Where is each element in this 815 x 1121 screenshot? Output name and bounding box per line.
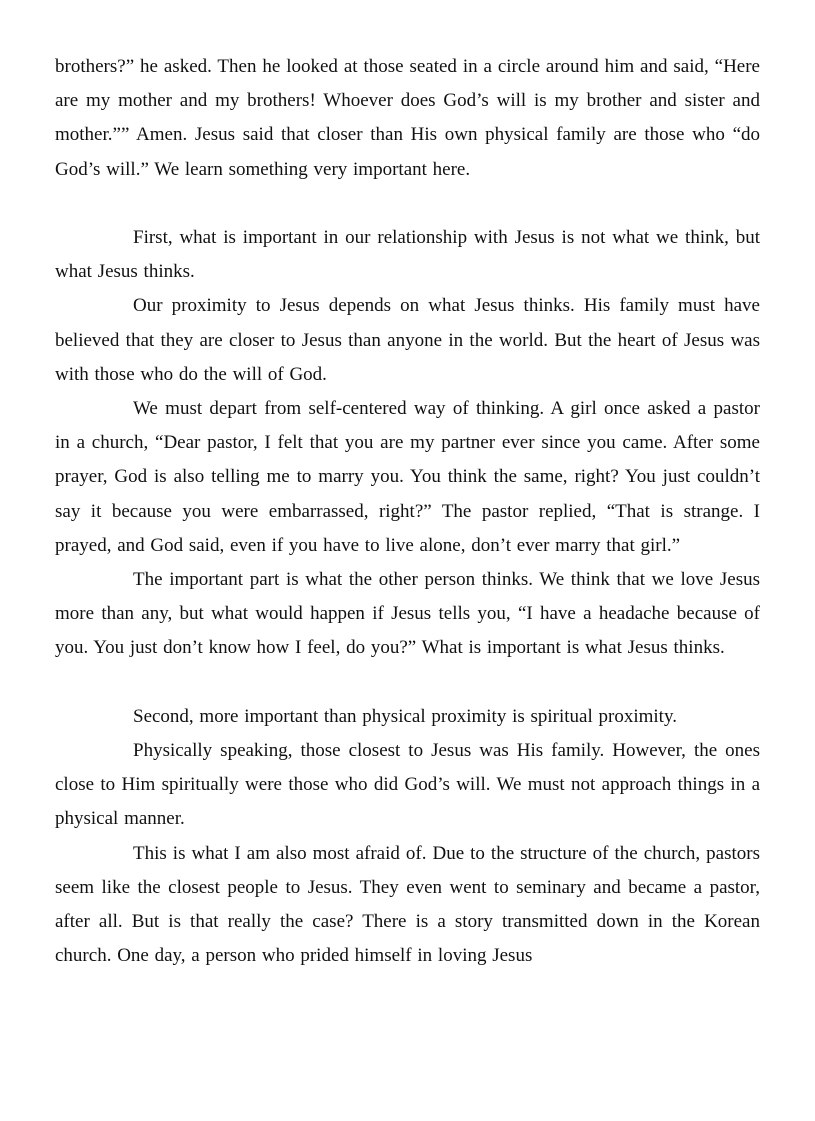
paragraph-brothers: brothers?” he asked. Then he looked at those seated in a circle around him and said, “Here are my mother and my brothers! Whoever does God’s will is my brother and sister and mother.”” Amen. Jesus said that closer than His own physical family are those who “do God’s will.” We learn something very important here. [55, 56, 760, 180]
paragraph-proximity: Our proximity to Jesus depends on what Jesus thinks. His family must have believed that they are closer to Jesus than anyone in the world. But the heart of Jesus was with those who do the will of God. [55, 295, 760, 385]
paragraph-afraid: This is what I am also most afraid of. Due to the structure of the church, pastors seem like the closest people to Jesus. They even went to seminary and became a pastor, after all. But is that really the case? There is a story transmitted down in the Korean church. One day, a person who prided himself in loving Jesus [55, 842, 760, 967]
paragraph-gap [55, 666, 760, 700]
paragraph-girl-story: We must depart from self-centered way of thinking. A girl once asked a pastor in a church, “Dear pastor, I felt that you are my partner ever since you came. After some prayer, God is also telling me to marry you. You think the same, right? You just couldn’t say it because you were embarrassed, right?” The pastor replied, “That is strange. I prayed, and God said, even if you have to live alone, don’t ever marry that girl.” [55, 398, 760, 556]
paragraph-other-person: The important part is what the other person thinks. We think that we love Jesus more than any, but what would happen if Jesus tells you, “I have a headache because of you. You just don’t know how I feel, do you?” What is important is what Jesus thinks. [55, 569, 760, 659]
paragraph-second-point: Second, more important than physical proximity is spiritual proximity. [133, 705, 677, 727]
document-page [55, 50, 760, 973]
paragraph-first-point: First, what is important in our relationship with Jesus is not what we think, but what Jesus thinks. [55, 227, 760, 283]
paragraph-physical: Physically speaking, those closest to Jesus was His family. However, the ones close to Him spiritually were those who did God’s will. We must not approach things in a physical manner. [55, 740, 760, 830]
paragraph-gap [55, 187, 760, 221]
